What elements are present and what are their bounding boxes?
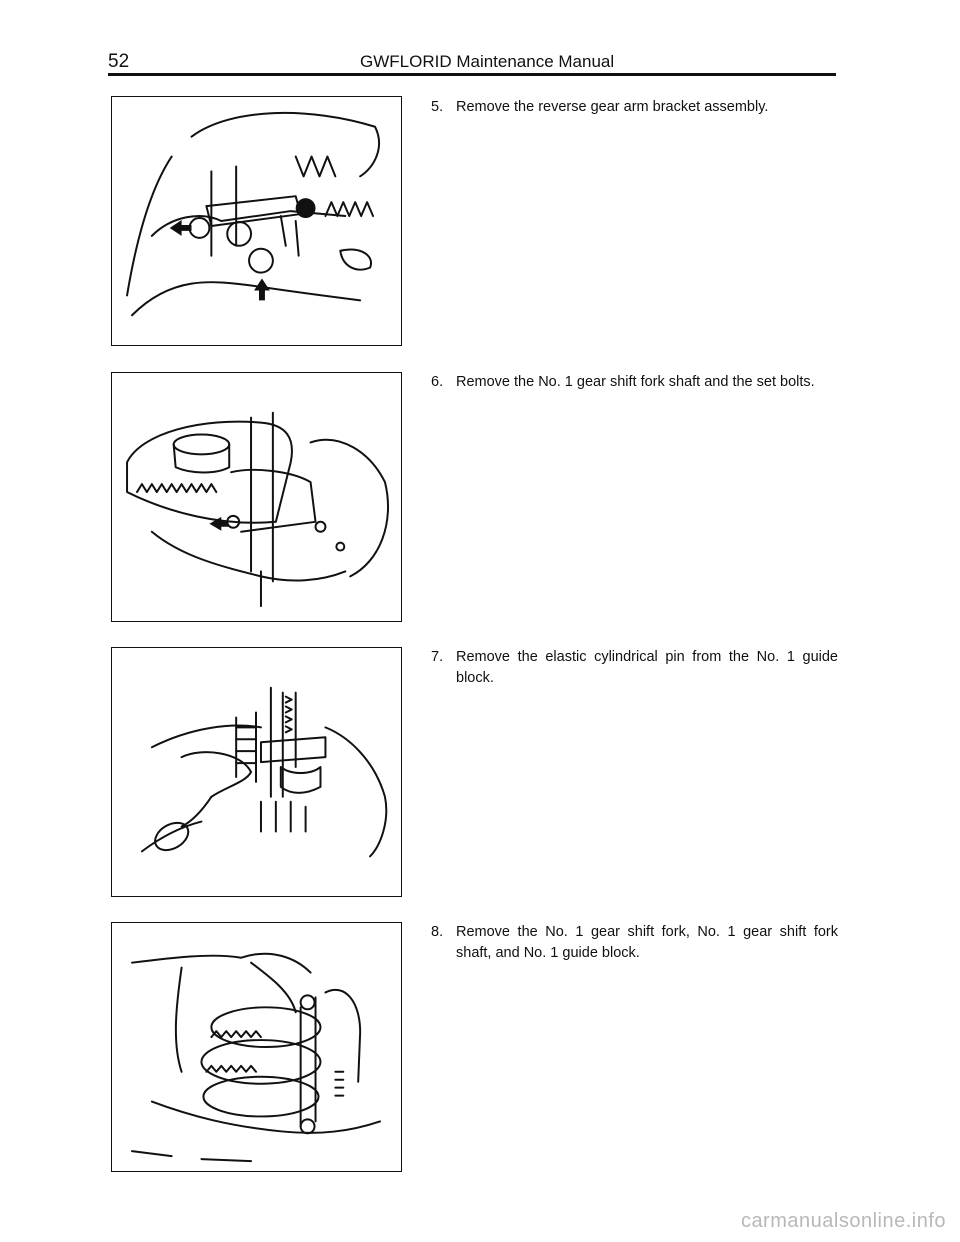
figure-gear-shift-fork-shaft — [111, 372, 402, 622]
step-8-number: 8. — [431, 924, 444, 940]
illustration-gear-shift-fork-removal — [112, 923, 401, 1171]
page-number: 52 — [108, 51, 130, 72]
step-8-text: Remove the No. 1 gear shift fork, No. 1 gear shift fork shaft, and No. 1 guide block. — [456, 924, 838, 961]
header-rule — [108, 73, 836, 76]
figure-reverse-gear-arm-bracket — [111, 96, 402, 346]
figure-elastic-pin-removal — [111, 647, 402, 897]
step-5 — [431, 97, 838, 118]
step-6-text: Remove the No. 1 gear shift fork shaft and the set bolts. — [456, 374, 815, 390]
illustration-reverse-gear-arm-bracket — [112, 97, 401, 345]
step-7-number: 7. — [431, 649, 444, 665]
illustration-gear-shift-fork-shaft — [112, 373, 401, 621]
step-6 — [431, 372, 838, 393]
manual-title: GWFLORID Maintenance Manual — [360, 52, 615, 71]
watermark-text: carmanualsonline.info — [740, 1210, 946, 1232]
step-7 — [431, 647, 838, 689]
step-5-text: Remove the reverse gear arm bracket assembly. — [456, 99, 769, 115]
page-header — [108, 50, 838, 74]
figure-gear-shift-fork-removal — [111, 922, 402, 1172]
step-5-number: 5. — [431, 99, 444, 115]
illustration-elastic-pin-removal — [112, 648, 401, 896]
step-7-text: Remove the elastic cylindrical pin from the No. 1 guide block. — [456, 649, 838, 686]
watermark — [0, 1210, 960, 1233]
step-6-number: 6. — [431, 374, 444, 390]
step-8 — [431, 922, 838, 964]
